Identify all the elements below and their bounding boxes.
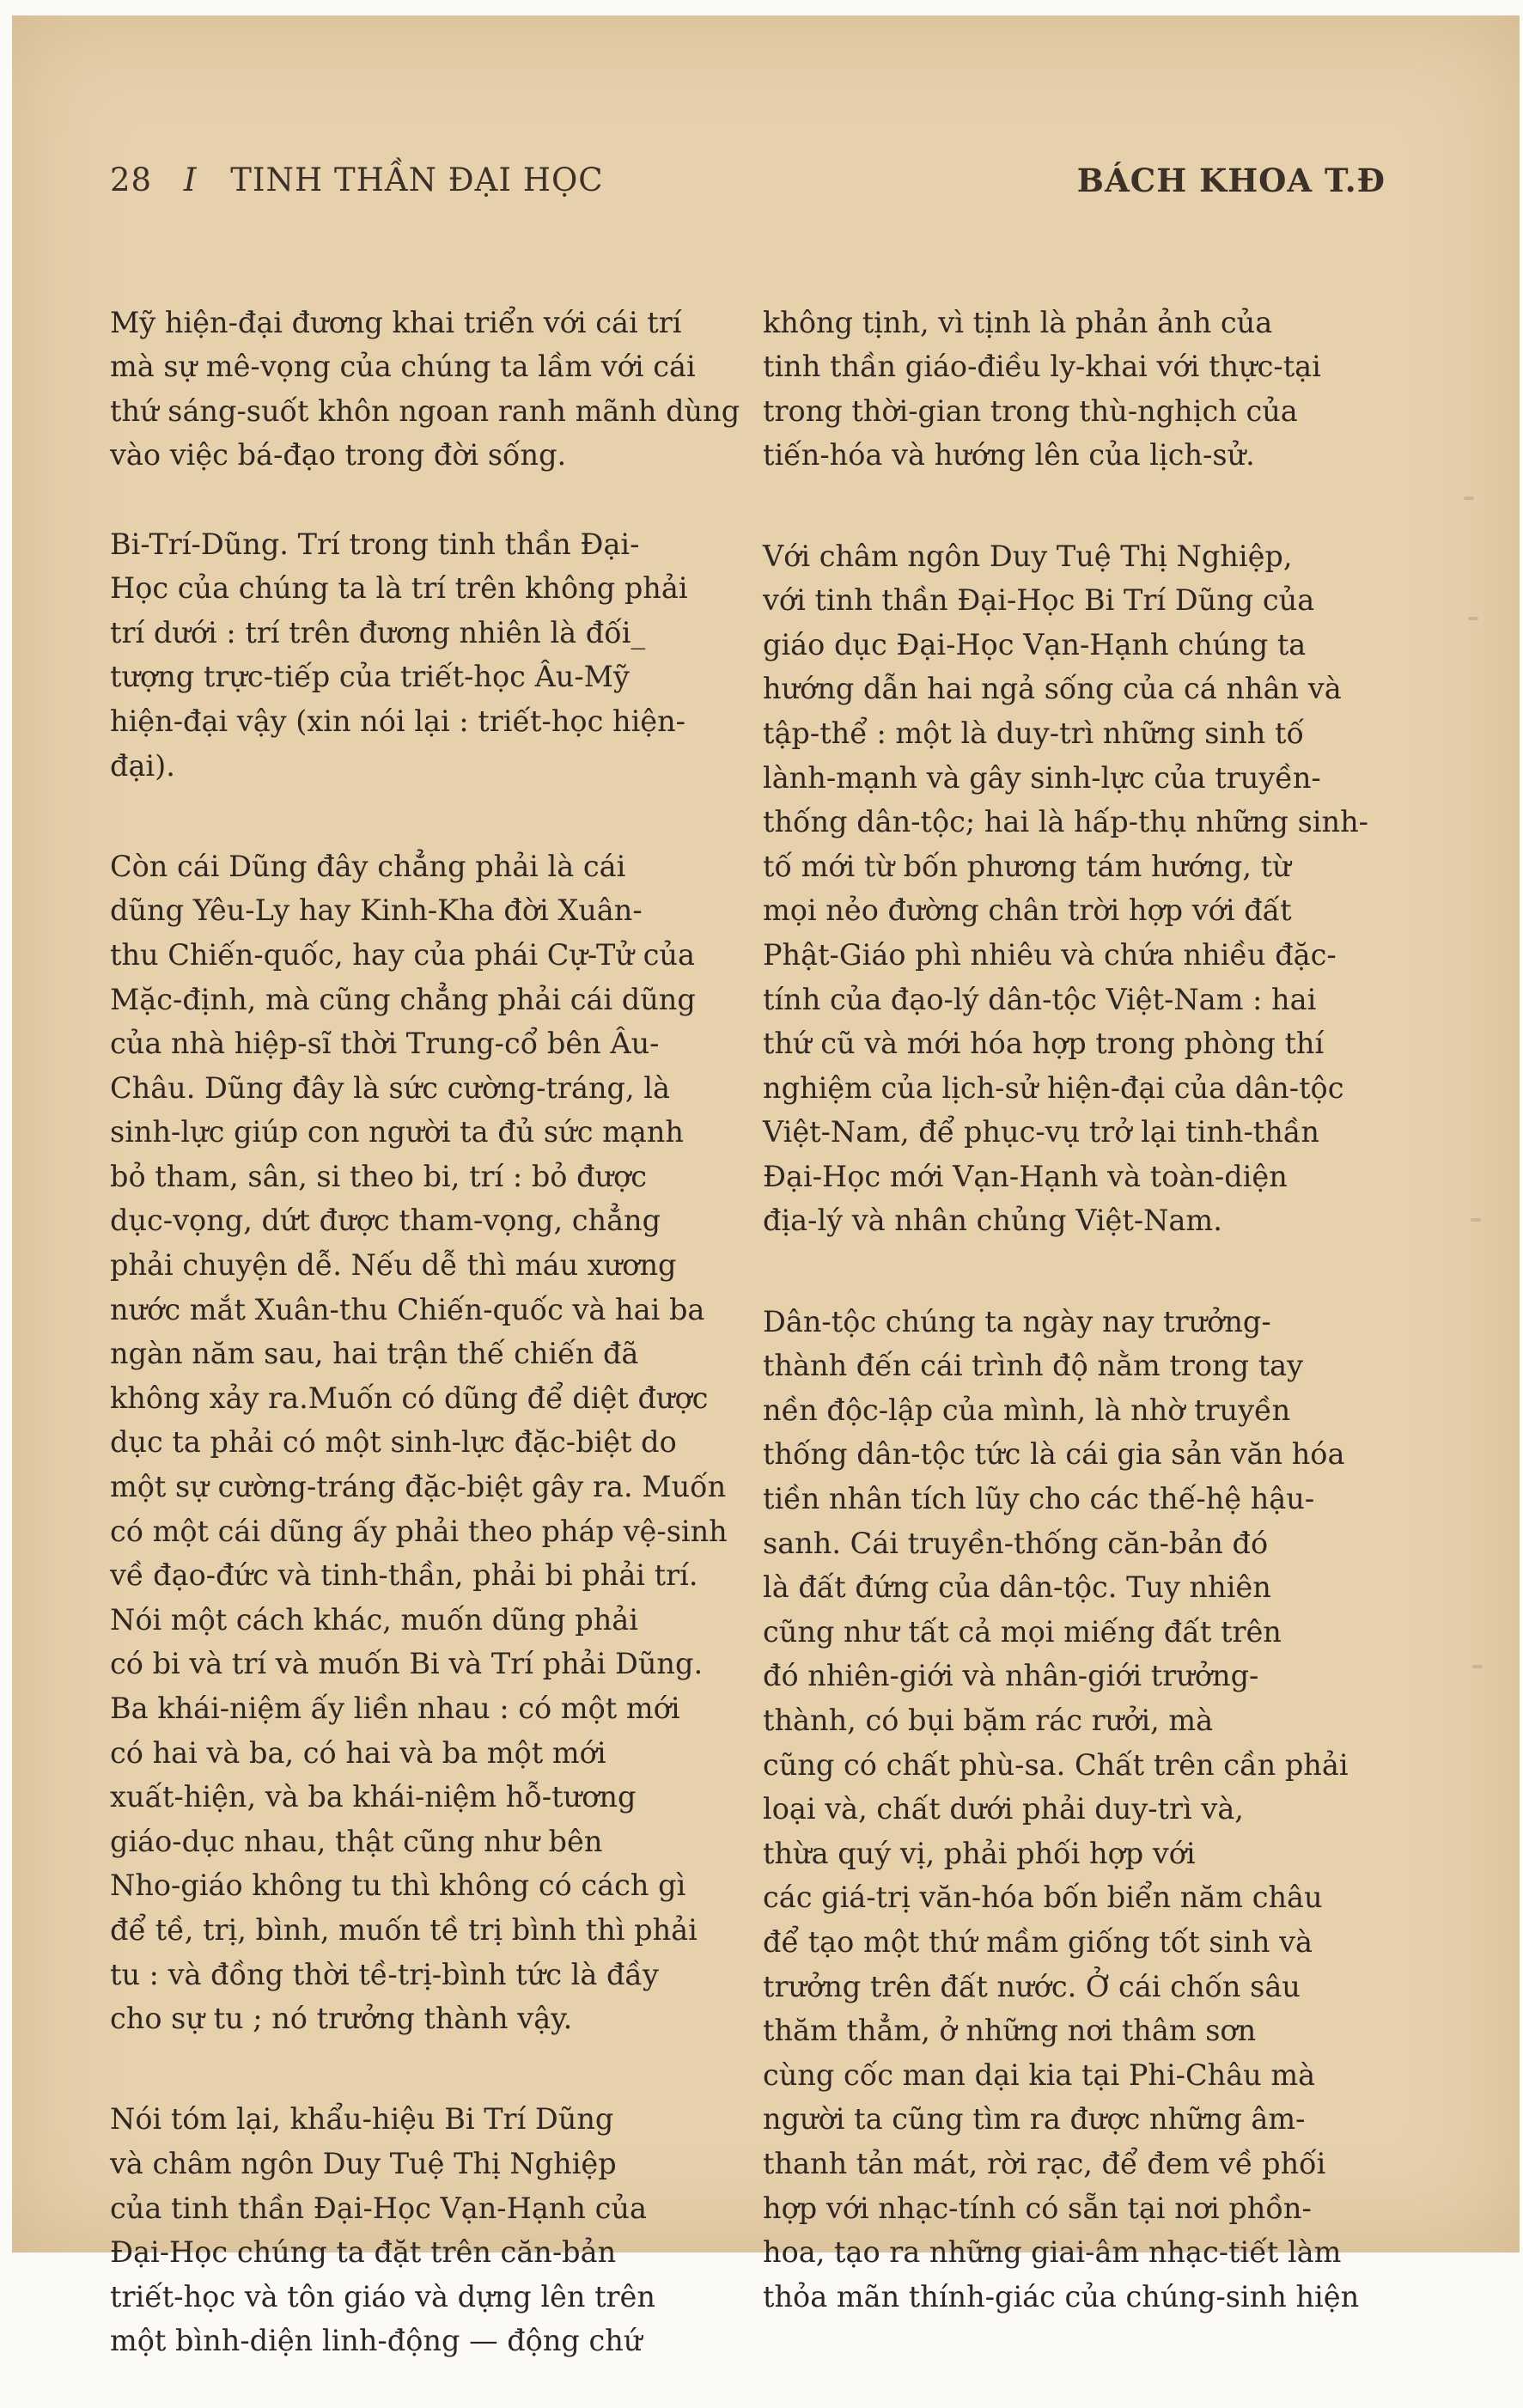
paragraph: không tịnh, vì tịnh là phản ảnh của tinh thần giáo-điều ly-khai với thực-tại trong thời-gian trong thù-nghịch của tiến-hóa và hướng lên của lịch-sử. xyxy=(763,305,1321,472)
paragraph: Với châm ngôn Duy Tuệ Thị Nghiệp, với tinh thần Đại-Học Bi Trí Dũng của giáo dục Đại-Học Vạn-Hạnh chúng ta hướng dẫn hai ngả sống của cá nhân và tập-thể : một là duy-trì những sinh tố lành-mạnh và gây sinh-lực của truyền- thống dân-tộc; hai là hấp-thụ những sinh- tố mới từ bốn phương tám hướng, từ mọi nẻo đường chân trời hợp với đất Phật-Giáo phì nhiêu và chứa nhiều đặc- tính của đạo-lý dân-tộc Việt-Nam : hai thứ cũ và mới hóa hợp trong phòng thí nghiệm của lịch-sử hiện-đại của dân-tộc Việt-Nam, để phục-vụ trở lại tinh-thần Đại-Học mới Vạn-Hạnh và toàn-diện địa-lý và nhân chủng Việt-Nam. xyxy=(763,539,1368,1238)
paper-speck xyxy=(1468,617,1478,620)
header-left xyxy=(110,162,604,198)
page-number: 28 xyxy=(110,162,153,198)
paragraph: Nói tóm lại, khẩu-hiệu Bi Trí Dũng và châm ngôn Duy Tuệ Thị Nghiệp của tinh thần Đại-Học Vạn-Hạnh của Đại-Học chúng ta đặt trên căn-bản triết-học và tôn giáo và dựng lên trên một bình-diện linh-động — động chứ xyxy=(110,2102,655,2358)
paragraph: Dân-tộc chúng ta ngày nay trưởng- thành đến cái trình độ nằm trong tay nền độc-lập của mình, là nhờ truyền thống dân-tộc tức là cái gia sản văn hóa tiền nhân tích lũy cho các thế-hệ hậu- sanh. Cái truyền-thống căn-bản đó là đất đứng của dân-tộc. Tuy nhiên cũng như tất cả mọi miếng đất trên đó nhiên-giới và nhân-giới trưởng- thành, có bụi bặm rác rưởi, mà cũng có chất phù-sa. Chất trên cần phải loại và, chất dưới phải duy-trì và, thừa quý vị, phải phối hợp với các giá-trị văn-hóa bốn biển năm châu để tạo một thứ mầm giống tốt sinh và trưởng trên đất nước. Ở cái chốn sâu thăm thẳm, ở những nơi thâm sơn cùng cốc man dại kia tại Phi-Châu mà người ta cũng tìm ra được những âm- thanh tản mát, rời rạc, để đem về phối hợp với nhạc-tính có sẵn tại nơi phồn- hoa, tạo ra những giai-âm nhạc-tiết làm thỏa mãn thính-giác của chúng-sinh hiện xyxy=(763,1304,1360,2314)
paper-speck xyxy=(1472,1665,1483,1668)
paper-speck xyxy=(1471,1218,1481,1222)
header-separator: I xyxy=(183,162,198,198)
left-column xyxy=(110,256,747,2408)
section-title: TINH THẦN ĐẠI HỌC xyxy=(230,162,604,198)
journal-title: BÁCH KHOA T.Đ xyxy=(1076,162,1386,199)
running-header xyxy=(110,162,1386,213)
paragraph: Còn cái Dũng đây chẳng phải là cái dũng Yêu-Ly hay Kinh-Kha đời Xuân- thu Chiến-quốc, hay của phái Cự-Tử của Mặc-định, mà cũng chẳng phải cái dũng của nhà hiệp-sĩ thời Trung-cổ bên Âu- Châu. Dũng đây là sức cường-tráng, là sinh-lực giúp con người ta đủ sức mạnh bỏ tham, sân, si theo bi, trí : bỏ được dục-vọng, dứt được tham-vọng, chẳng phải chuyện dễ. Nếu dễ thì máu xương nước mắt Xuân-thu Chiến-quốc và hai ba ngàn năm sau, hai trận thế chiến đã không xảy ra.Muốn có dũng để diệt được dục ta phải có một sinh-lực đặc-biệt do một sự cường-tráng đặc-biệt gây ra. Muốn có một cái dũng ấy phải theo pháp vệ-sinh về đạo-đức và tinh-thần, phải bi phải trí. Nói một cách khác, muốn dũng phải có bi và trí và muốn Bi và Trí phải Dũng. Ba khái-niệm ấy liền nhau : có một mới có hai và ba, có hai và ba một mới xuất-hiện, và ba khái-niệm hỗ-tương giáo-dục nhau, thật cũng như bên Nho-giáo không tu thì không có cách gì để tề, trị, bình, muốn tề trị bình thì phải tu : và đồng thời tề-trị-bình tức là đầy cho sự tu ; nó trưởng thành vậy. xyxy=(110,849,728,2036)
right-column xyxy=(763,256,1400,2363)
paper-speck xyxy=(1464,497,1474,500)
paragraph: Mỹ hiện-đại đương khai triển với cái trí mà sự mê-vọng của chúng ta lầm với cái thứ sáng-suốt khôn ngoan ranh mãnh dùng vào việc bá-đạo trong đời sống. xyxy=(110,305,740,472)
paragraph: Bi-Trí-Dũng. Trí trong tinh thần Đại- Học của chúng ta là trí trên không phải trí dưới : trí trên đương nhiên là đối_ tượng trực-tiếp của triết-học Âu-Mỹ hiện-đại vậy (xin nói lại : triết-học hiện- đại). xyxy=(110,527,688,783)
